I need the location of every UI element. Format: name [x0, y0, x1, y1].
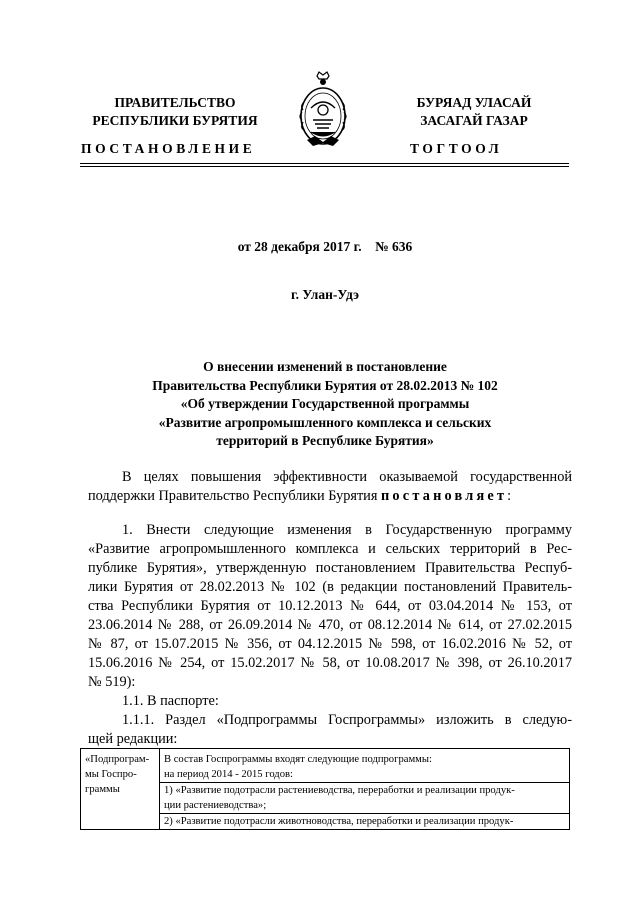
- item-1-line: 23.06.2014 № 288, от 26.09.2014 № 470, от 08.12.2014 № 614, от 27.02.2015: [88, 617, 572, 633]
- preamble-text: поддержки Правительство Республики Бурятия: [88, 488, 381, 504]
- subject-line: «Развитие агропромышленного комплекса и сельских: [158, 414, 492, 430]
- preamble-colon: :: [507, 488, 512, 504]
- header-right-line1: БУРЯАД УЛАСАЙ: [416, 95, 532, 110]
- header-left-title: ПОСТАНОВЛЕНИЕ: [81, 141, 256, 156]
- label-line: «Подпрограм-: [85, 754, 150, 765]
- table-row: [81, 749, 570, 830]
- subject-line: О внесении изменений в постановление: [203, 359, 447, 374]
- item-1-1-1-line: щей редакции:: [88, 731, 178, 747]
- header-right: [379, 94, 569, 130]
- resolves-word: постановляет: [381, 488, 508, 504]
- header-left-line2: РЕСПУБЛИКИ БУРЯТИЯ: [92, 113, 258, 128]
- item-1-line: № 87, от 15.07.2015 № 356, от 04.12.2015 № 598, от 16.02.2016 № 52, от: [88, 636, 572, 652]
- subject-line: Правительства Республики Бурятия от 28.02.2013 № 102: [152, 377, 498, 393]
- header-left: [80, 94, 270, 130]
- item-1-line: «Развитие агропромышленного комплекса и сельских территорий в Рес-: [88, 541, 572, 557]
- preamble-line1: В целях повышения эффективности оказываемой государственной: [122, 469, 572, 485]
- coat-of-arms-emblem: [297, 70, 349, 150]
- label-line: граммы: [85, 784, 120, 795]
- subject-line: «Об утверждении Государственной программы: [180, 396, 470, 411]
- content-line: В состав Госпрограммы входят следующие подпрограммы:: [164, 754, 432, 765]
- preamble-paragraph: [88, 468, 572, 506]
- header-left-line1: ПРАВИТЕЛЬСТВО: [114, 95, 236, 110]
- preamble-line2: [88, 487, 572, 506]
- header-right-line2: ЗАСАГАЙ ГАЗАР: [420, 113, 528, 128]
- item-1-line: № 519):: [88, 674, 136, 690]
- subject-line: территорий в Республике Бурятия»: [216, 433, 434, 448]
- city: г. Улан-Удэ: [291, 287, 359, 302]
- item-1-line: публике Бурятия», утвержденную постановлением Правительства Респуб-: [88, 560, 572, 576]
- content-line: 2) «Развитие подотрасли животноводства, переработки и реализации продук-: [164, 816, 514, 827]
- label-line: мы Госпро-: [85, 769, 137, 780]
- table-cell-label: [81, 749, 160, 830]
- table-cell-content: [160, 749, 570, 830]
- header-rule-bottom: [80, 166, 569, 167]
- header-rule-top: [80, 163, 569, 164]
- subprogram-2: [160, 813, 569, 829]
- passport-table: [80, 748, 570, 830]
- item-1-line: лики Бурятия от 28.02.2013 № 102 (в редакции постановлений Правитель-: [88, 579, 572, 595]
- item-1-line: 15.06.2016 № 254, от 15.02.2017 № 58, от 10.08.2017 № 398, от 26.10.2017: [88, 655, 572, 671]
- item-1-line: ства Республики Бурятия от 10.12.2013 № 644, от 03.04.2014 № 153, от: [88, 598, 572, 614]
- subprogram-1: [160, 782, 569, 813]
- item-1-line: 1. Внести следующие изменения в Государственную программу: [122, 522, 572, 538]
- header-right-title: ТОГТООЛ: [410, 141, 503, 156]
- item-1-paragraph: [88, 521, 572, 749]
- content-line: на период 2014 - 2015 годов:: [164, 769, 293, 780]
- document-subject: [80, 358, 570, 451]
- content-line: ции растениеводства»;: [164, 800, 267, 811]
- item-1-1-1-line: 1.1.1. Раздел «Подпрограммы Госпрограммы» изложить в следую-: [122, 712, 572, 728]
- date-number: от 28 декабря 2017 г. № 636: [237, 239, 413, 254]
- item-1-1: 1.1. В паспорте:: [122, 693, 219, 709]
- content-line: 1) «Развитие подотрасли растениеводства, переработки и реализации продук-: [164, 785, 515, 796]
